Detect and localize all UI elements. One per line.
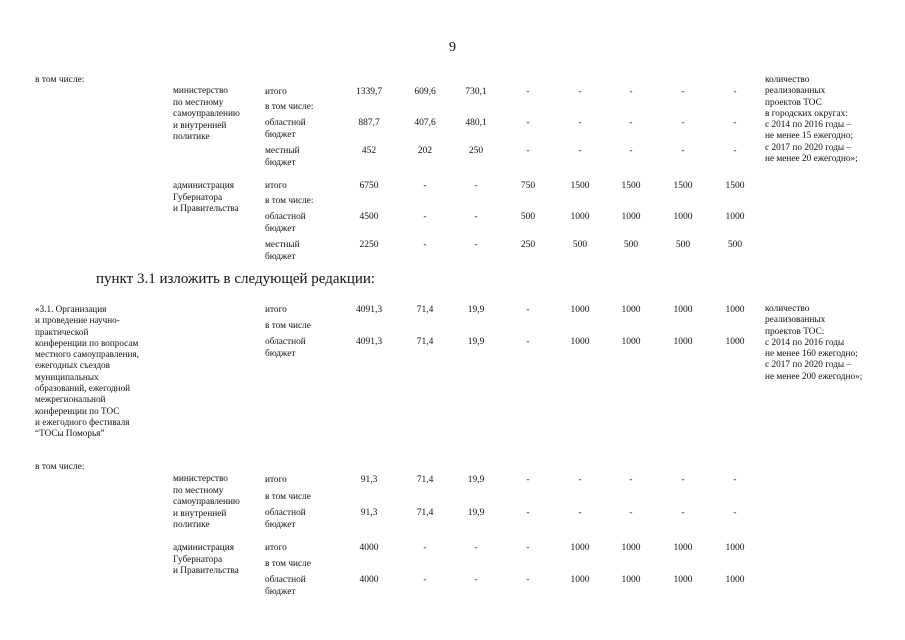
source-label: местный бюджет (265, 146, 300, 168)
table-cell: - (733, 87, 737, 97)
table-cell: - (578, 508, 582, 518)
table-cell: - (526, 146, 530, 156)
table-cell: 202 (417, 146, 433, 156)
table-cell: 19,9 (467, 337, 485, 347)
table-cell: - (578, 146, 582, 156)
table-cell: - (733, 508, 737, 518)
table-cell: 4500 (359, 212, 379, 222)
source-label: областной бюджет (265, 212, 306, 234)
table-cell: - (681, 87, 685, 97)
table-cell: 1000 (725, 543, 745, 553)
table-cell: - (526, 543, 530, 553)
table-cell: - (629, 87, 633, 97)
table-row (0, 146, 905, 172)
table-cell: - (526, 337, 530, 347)
page-number: 9 (449, 40, 456, 55)
table-cell: 452 (361, 146, 377, 156)
org-admin-bottom: администрация Губернатора и Правительства (173, 543, 239, 577)
table-cell: 1000 (673, 337, 693, 347)
table-cell: 1000 (725, 575, 745, 585)
table-cell: - (629, 475, 633, 485)
table-cell: - (526, 508, 530, 518)
source-label: итого (265, 475, 287, 485)
table-cell: 1000 (673, 543, 693, 553)
table-cell: 1000 (621, 212, 641, 222)
table-cell: 1000 (570, 305, 590, 315)
table-cell: - (681, 146, 685, 156)
table-cell: - (578, 87, 582, 97)
table-cell: - (474, 212, 478, 222)
table-cell: 1500 (673, 181, 693, 191)
table-cell: 1339,7 (355, 87, 383, 97)
table-cell: 1000 (673, 305, 693, 315)
section-3-1-title: «3.1. Организация и проведение научно- практической конференции по вопросам местного самоуправления, ежегодных съездов муниципальных образований, ежегодной межрегиональной конференции по ТОС и ежегодного фестиваля “ТОСы Поморья” (35, 304, 139, 439)
org-ministry-top: министерство по местному самоуправлению и внутренней политике (173, 86, 240, 143)
source-label: в том числе (265, 321, 311, 331)
table-cell: 19,9 (467, 305, 485, 315)
table-cell: - (681, 118, 685, 128)
target-note-top: количество реализованных проектов ТОС в городских округах: с 2014 по 2016 годы – не менее 15 ежегодно; с 2017 по 2020 годы – не менее 20 ежегодно»; (765, 75, 858, 165)
table-cell: 1000 (570, 212, 590, 222)
table-cell: 887,7 (358, 118, 380, 128)
table-row (0, 212, 905, 238)
table-cell: 71,4 (416, 475, 434, 485)
table-cell: 4091,3 (355, 337, 383, 347)
source-label: местный бюджет (265, 240, 300, 262)
table-cell: 1000 (570, 337, 590, 347)
source-label: в том числе: (265, 196, 314, 206)
table-cell: 500 (727, 240, 743, 250)
org-admin-top: администрация Губернатора и Правительства (173, 181, 239, 215)
table-cell: 500 (520, 212, 536, 222)
table-cell: 480,1 (465, 118, 487, 128)
table-cell: 1500 (725, 181, 745, 191)
table-row (0, 508, 905, 534)
table-cell: - (526, 475, 530, 485)
table-cell: - (526, 118, 530, 128)
table-cell: 500 (572, 240, 588, 250)
in-that-number-label: в том числе: (35, 462, 85, 472)
table-cell: - (423, 212, 427, 222)
table-cell: 1000 (673, 575, 693, 585)
table-cell: 1000 (673, 212, 693, 222)
table-cell: 1000 (621, 543, 641, 553)
table-cell: 91,3 (360, 475, 378, 485)
table-cell: 500 (623, 240, 639, 250)
table-cell: 1000 (725, 305, 745, 315)
table-cell: - (423, 240, 427, 250)
source-label: итого (265, 543, 287, 553)
table-cell: 407,6 (414, 118, 436, 128)
target-note-section: количество реализованных проектов ТОС: с 2014 по 2016 годы не менее 160 ежегодно; с 2017 по 2020 годы – не менее 200 ежегодно»; (765, 304, 863, 382)
table-cell: 1500 (570, 181, 590, 191)
table-cell: - (681, 508, 685, 518)
table-cell: - (629, 146, 633, 156)
table-cell: 1000 (570, 543, 590, 553)
table-cell: 250 (468, 146, 484, 156)
source-label: областной бюджет (265, 337, 306, 359)
table-row (0, 118, 905, 144)
table-cell: - (423, 543, 427, 553)
table-cell: - (681, 475, 685, 485)
table-cell: - (629, 118, 633, 128)
table-cell: 1000 (725, 212, 745, 222)
table-cell: 91,3 (360, 508, 378, 518)
table-cell: - (423, 575, 427, 585)
table-cell: 4000 (359, 543, 379, 553)
source-label: областной бюджет (265, 575, 306, 597)
table-cell: - (474, 575, 478, 585)
source-label: областной бюджет (265, 118, 306, 140)
source-label: областной бюджет (265, 508, 306, 530)
source-label: в том числе (265, 492, 311, 502)
table-cell: 1000 (621, 337, 641, 347)
table-cell: 750 (520, 181, 536, 191)
table-cell: 71,4 (416, 305, 434, 315)
table-cell: 1000 (621, 305, 641, 315)
table-cell: 1000 (725, 337, 745, 347)
table-cell: - (629, 508, 633, 518)
table-cell: 6750 (359, 181, 379, 191)
table-cell: 4091,3 (355, 305, 383, 315)
table-cell: 250 (520, 240, 536, 250)
table-cell: - (733, 118, 737, 128)
table-cell: - (526, 575, 530, 585)
table-cell: 609,6 (414, 87, 436, 97)
in-that-number-label: в том числе: (35, 75, 85, 85)
table-cell: 19,9 (467, 508, 485, 518)
table-cell: - (578, 118, 582, 128)
table-cell: 1000 (621, 575, 641, 585)
table-cell: - (733, 146, 737, 156)
table-cell: - (733, 475, 737, 485)
table-cell: - (578, 475, 582, 485)
table-cell: 500 (675, 240, 691, 250)
table-cell: 71,4 (416, 508, 434, 518)
table-cell: - (474, 181, 478, 191)
source-label: итого (265, 181, 287, 191)
source-label: в том числе (265, 559, 311, 569)
table-row (0, 575, 905, 601)
source-label: итого (265, 305, 287, 315)
table-cell: - (474, 240, 478, 250)
source-label: итого (265, 87, 287, 97)
table-cell: 71,4 (416, 337, 434, 347)
table-cell: 730,1 (465, 87, 487, 97)
table-cell: - (526, 305, 530, 315)
table-cell: - (474, 543, 478, 553)
table-cell: 2250 (359, 240, 379, 250)
table-cell: - (526, 87, 530, 97)
table-cell: - (423, 181, 427, 191)
amendment-instruction: пункт 3.1 изложить в следующей редакции: (96, 271, 376, 287)
org-ministry-bottom: министерство по местному самоуправлению и внутренней политике (173, 474, 240, 531)
table-cell: 4000 (359, 575, 379, 585)
table-cell: 1000 (570, 575, 590, 585)
table-row (0, 240, 905, 266)
table-cell: 1500 (621, 181, 641, 191)
table-cell: 19,9 (467, 475, 485, 485)
table-row (0, 337, 905, 363)
source-label: в том числе: (265, 102, 314, 112)
